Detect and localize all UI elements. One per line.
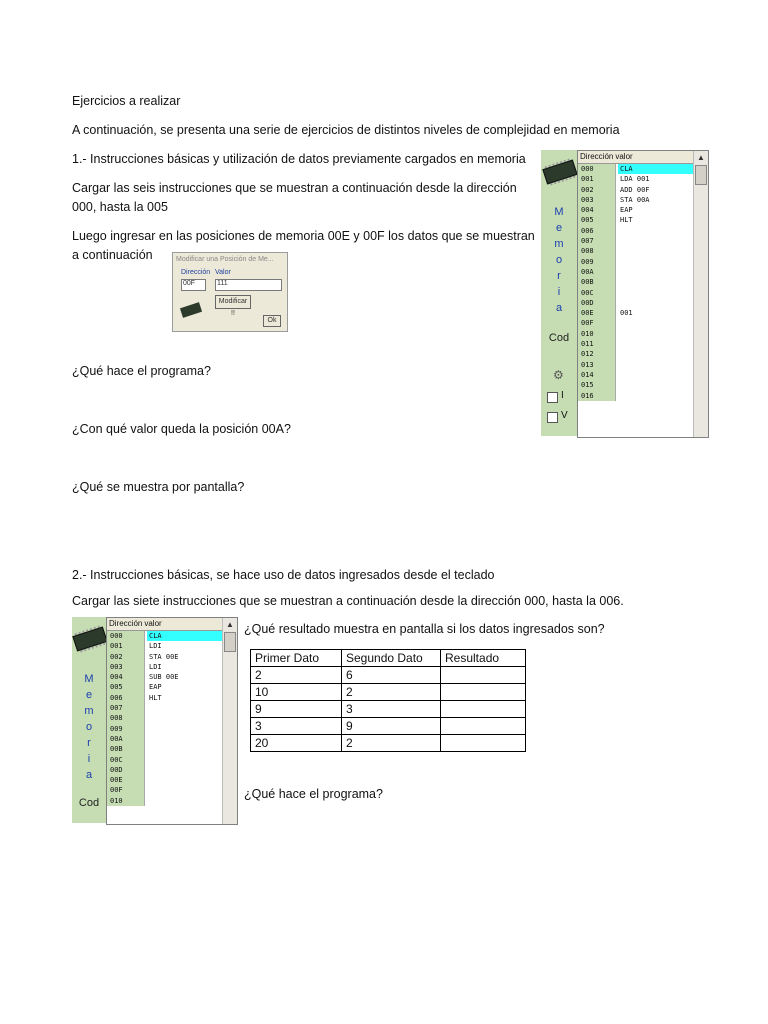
memory-row[interactable] bbox=[578, 174, 708, 184]
memory-label-letter: a bbox=[555, 302, 563, 314]
memory-row[interactable] bbox=[578, 185, 708, 195]
memory-address: 003 bbox=[107, 662, 145, 672]
memory-address: 00B bbox=[578, 277, 616, 287]
memory-row[interactable] bbox=[578, 349, 708, 359]
scroll-thumb[interactable] bbox=[695, 165, 707, 185]
memory-row[interactable] bbox=[578, 226, 708, 236]
memory-panel-sidebar bbox=[72, 617, 106, 823]
chip-icon bbox=[180, 302, 202, 318]
memory-row[interactable] bbox=[578, 360, 708, 370]
dialog-title: Modificar una Posición de Me... bbox=[176, 256, 274, 263]
memory-value: EAP bbox=[620, 206, 633, 215]
table-cell: 3 bbox=[342, 701, 441, 718]
memory-row[interactable] bbox=[107, 755, 237, 765]
memory-address: 001 bbox=[578, 174, 616, 184]
memory-row[interactable] bbox=[107, 734, 237, 744]
table-cell: 20 bbox=[251, 735, 342, 752]
table-cell: 9 bbox=[251, 701, 342, 718]
header-address: Dirección bbox=[109, 619, 143, 628]
memory-row[interactable] bbox=[107, 796, 237, 806]
memory-value: CLA bbox=[618, 164, 708, 174]
memory-address: 011 bbox=[578, 339, 616, 349]
memory-row[interactable] bbox=[578, 288, 708, 298]
chip-icon bbox=[72, 626, 107, 651]
memory-address: 000 bbox=[578, 164, 616, 174]
header-address: Dirección bbox=[580, 152, 614, 161]
memory-address: 008 bbox=[578, 246, 616, 256]
memory-value: HLT bbox=[620, 216, 633, 225]
memory-address: 008 bbox=[107, 713, 145, 723]
memory-address: 006 bbox=[578, 226, 616, 236]
exercise-2-title: 2.- Instrucciones básicas, se hace uso de datos ingresados desde el teclado bbox=[72, 568, 495, 582]
exercise-1-data-line-1: Luego ingresar en las posiciones de memoria 00E y 00F los datos que se muestran bbox=[72, 229, 535, 243]
memory-value: EAP bbox=[149, 683, 162, 692]
memory-label-letter: r bbox=[557, 270, 561, 282]
memory-address: 00B bbox=[107, 744, 145, 754]
memory-address: 012 bbox=[578, 349, 616, 359]
modify-position-dialog bbox=[172, 252, 288, 332]
table-header-cell: Segundo Dato bbox=[342, 650, 441, 667]
table-row bbox=[251, 718, 526, 735]
table-cell: 2 bbox=[251, 667, 342, 684]
exercise-2-load-line: Cargar las siete instrucciones que se muestran a continuación desde la dirección 000, hasta la 006. bbox=[72, 594, 624, 608]
memory-value: LDI bbox=[149, 662, 162, 671]
memory-value: 001 bbox=[620, 309, 633, 318]
results-table bbox=[250, 649, 526, 752]
memory-row[interactable] bbox=[578, 205, 708, 215]
memory-row[interactable] bbox=[578, 164, 708, 174]
memory-address: 004 bbox=[107, 672, 145, 682]
memory-address: 010 bbox=[578, 329, 616, 339]
header-value: valor bbox=[615, 152, 633, 161]
memory-row[interactable] bbox=[107, 785, 237, 795]
memory-address: 00E bbox=[578, 308, 616, 318]
table-row bbox=[251, 684, 526, 701]
chip-icon bbox=[542, 159, 577, 184]
table-header-row bbox=[251, 650, 526, 667]
memory-row[interactable] bbox=[578, 339, 708, 349]
memory-value: STA 00E bbox=[149, 652, 179, 661]
memory-row[interactable] bbox=[107, 724, 237, 734]
checkbox-v-label: V bbox=[561, 410, 568, 421]
memory-list-1[interactable] bbox=[577, 150, 709, 438]
memory-value: STA 00A bbox=[620, 195, 650, 204]
checkbox-i-label: I bbox=[561, 390, 564, 401]
memory-address: 00F bbox=[578, 318, 616, 328]
table-cell: 9 bbox=[342, 718, 441, 735]
memory-row[interactable] bbox=[107, 713, 237, 723]
memory-list-scrollbar[interactable] bbox=[693, 151, 708, 437]
dialog-address-label: Dirección bbox=[181, 269, 211, 276]
dialog-address-input[interactable]: 00F bbox=[181, 279, 206, 291]
memory-address: 00C bbox=[578, 288, 616, 298]
exercise-1-question-2: ¿Con qué valor queda la posición 00A? bbox=[72, 422, 291, 436]
scroll-up-icon[interactable]: ▲ bbox=[226, 620, 234, 629]
memory-address: 002 bbox=[578, 185, 616, 195]
memory-label-letter: o bbox=[85, 721, 93, 733]
memory-address: 009 bbox=[578, 257, 616, 267]
memory-panel-sidebar bbox=[541, 150, 577, 436]
memory-value: SUB 00E bbox=[149, 673, 179, 682]
memory-label-letter: m bbox=[554, 238, 564, 250]
table-header-cell: Resultado bbox=[441, 650, 526, 667]
memory-list-2[interactable] bbox=[106, 617, 238, 825]
memory-address: 005 bbox=[578, 215, 616, 225]
scroll-thumb[interactable] bbox=[224, 632, 236, 652]
memory-label-letter: i bbox=[87, 753, 91, 765]
table-cell bbox=[441, 735, 526, 752]
memory-label-letter: a bbox=[85, 769, 93, 781]
exercise-1-load-line-1: Cargar las seis instrucciones que se muestran a continuación desde la dirección bbox=[72, 181, 517, 195]
memory-row[interactable] bbox=[578, 257, 708, 267]
exercise-1-data-line-2: a continuación bbox=[72, 248, 153, 262]
memory-address: 014 bbox=[578, 370, 616, 380]
memory-row[interactable] bbox=[578, 380, 708, 390]
memory-address: 003 bbox=[578, 195, 616, 205]
memory-address: 007 bbox=[578, 236, 616, 246]
memory-row[interactable] bbox=[578, 318, 708, 328]
intro-paragraph: A continuación, se presenta una serie de ejercicios de distintos niveles de complejidad en memoria bbox=[72, 123, 620, 137]
memory-row[interactable] bbox=[107, 662, 237, 672]
memory-row[interactable] bbox=[107, 703, 237, 713]
table-row bbox=[251, 701, 526, 718]
exercise-2-question-2: ¿Qué hace el programa? bbox=[244, 787, 383, 801]
table-cell: 6 bbox=[342, 667, 441, 684]
exercise-1-title: 1.- Instrucciones básicas y utilización de datos previamente cargados en memoria bbox=[72, 152, 526, 166]
checkbox-v[interactable] bbox=[547, 412, 558, 423]
memory-address: 004 bbox=[578, 205, 616, 215]
memory-address: 009 bbox=[107, 724, 145, 734]
dialog-ok-button[interactable]: Ok bbox=[263, 315, 281, 327]
memory-list-header bbox=[578, 151, 708, 164]
table-cell: 2 bbox=[342, 684, 441, 701]
memory-label-letter: M bbox=[84, 673, 94, 685]
cod-label: Cod bbox=[78, 797, 100, 809]
memory-address: 000 bbox=[107, 631, 145, 641]
memory-label-letter: e bbox=[555, 222, 563, 234]
dialog-value-label: Valor bbox=[215, 269, 231, 276]
table-row bbox=[251, 667, 526, 684]
memory-list-header bbox=[107, 618, 237, 631]
memory-row[interactable] bbox=[578, 391, 708, 401]
memory-value: LDI bbox=[149, 642, 162, 651]
memory-row[interactable] bbox=[578, 329, 708, 339]
memory-row[interactable] bbox=[578, 298, 708, 308]
memory-label-letter: M bbox=[554, 206, 564, 218]
dialog-value-input[interactable]: 111 bbox=[215, 279, 282, 291]
memory-label-letter: r bbox=[87, 737, 91, 749]
memory-address: 00A bbox=[107, 734, 145, 744]
exercise-1-question-1: ¿Qué hace el programa? bbox=[72, 364, 211, 378]
table-cell: 10 bbox=[251, 684, 342, 701]
memory-address: 00A bbox=[578, 267, 616, 277]
table-cell bbox=[441, 718, 526, 735]
memory-address: 00C bbox=[107, 755, 145, 765]
memory-row[interactable] bbox=[578, 277, 708, 287]
memory-row[interactable] bbox=[578, 308, 708, 318]
document-heading: Ejercicios a realizar bbox=[72, 94, 181, 108]
memory-row[interactable] bbox=[107, 765, 237, 775]
memory-panel-2 bbox=[72, 617, 236, 823]
memory-address: 00D bbox=[107, 765, 145, 775]
memory-row[interactable] bbox=[107, 672, 237, 682]
memory-row[interactable] bbox=[578, 215, 708, 225]
memory-row[interactable] bbox=[578, 195, 708, 205]
cod-label: Cod bbox=[548, 332, 570, 344]
memory-address: 013 bbox=[578, 360, 616, 370]
memory-label-letter: i bbox=[557, 286, 561, 298]
memory-address: 016 bbox=[578, 391, 616, 401]
memory-value: HLT bbox=[149, 693, 162, 702]
table-cell: 3 bbox=[251, 718, 342, 735]
memory-row[interactable] bbox=[578, 246, 708, 256]
table-cell bbox=[441, 684, 526, 701]
exercise-1-question-3: ¿Qué se muestra por pantalla? bbox=[72, 480, 245, 494]
memory-address: 010 bbox=[107, 796, 145, 806]
memory-row[interactable] bbox=[107, 775, 237, 785]
table-cell bbox=[441, 667, 526, 684]
table-cell: 2 bbox=[342, 735, 441, 752]
memory-address: 001 bbox=[107, 641, 145, 651]
memory-value: CLA bbox=[147, 631, 237, 641]
memory-row[interactable] bbox=[578, 370, 708, 380]
memory-row[interactable] bbox=[107, 744, 237, 754]
scroll-up-icon[interactable]: ▲ bbox=[697, 153, 705, 162]
table-cell bbox=[441, 701, 526, 718]
memory-address: 00F bbox=[107, 785, 145, 795]
memory-value: ADD 00F bbox=[620, 185, 650, 194]
memory-panel-1 bbox=[541, 150, 707, 436]
memory-row[interactable] bbox=[107, 631, 237, 641]
memory-address: 007 bbox=[107, 703, 145, 713]
memory-row[interactable] bbox=[578, 267, 708, 277]
memory-address: 00D bbox=[578, 298, 616, 308]
gear-icon[interactable]: ⚙ bbox=[553, 368, 564, 382]
memory-list-scrollbar[interactable] bbox=[222, 618, 237, 824]
memory-label-letter: m bbox=[84, 705, 94, 717]
memory-address: 015 bbox=[578, 380, 616, 390]
checkbox-i[interactable] bbox=[547, 392, 558, 403]
memory-row[interactable] bbox=[107, 641, 237, 651]
memory-row[interactable] bbox=[578, 236, 708, 246]
memory-label-letter: o bbox=[555, 254, 563, 266]
dialog-modify-button[interactable]: Modificar !! bbox=[215, 295, 251, 309]
memory-value: LDA 001 bbox=[620, 175, 650, 184]
exercise-2-question: ¿Qué resultado muestra en pantalla si los datos ingresados son? bbox=[244, 622, 605, 636]
header-value: valor bbox=[144, 619, 162, 628]
table-row bbox=[251, 735, 526, 752]
memory-address: 002 bbox=[107, 652, 145, 662]
memory-address: 005 bbox=[107, 682, 145, 692]
memory-row[interactable] bbox=[107, 693, 237, 703]
exercise-1-load-line-2: 000, hasta la 005 bbox=[72, 200, 168, 214]
memory-row[interactable] bbox=[107, 682, 237, 692]
table-header-cell: Primer Dato bbox=[251, 650, 342, 667]
memory-label-letter: e bbox=[85, 689, 93, 701]
memory-row[interactable] bbox=[107, 652, 237, 662]
memory-address: 00E bbox=[107, 775, 145, 785]
memory-address: 006 bbox=[107, 693, 145, 703]
